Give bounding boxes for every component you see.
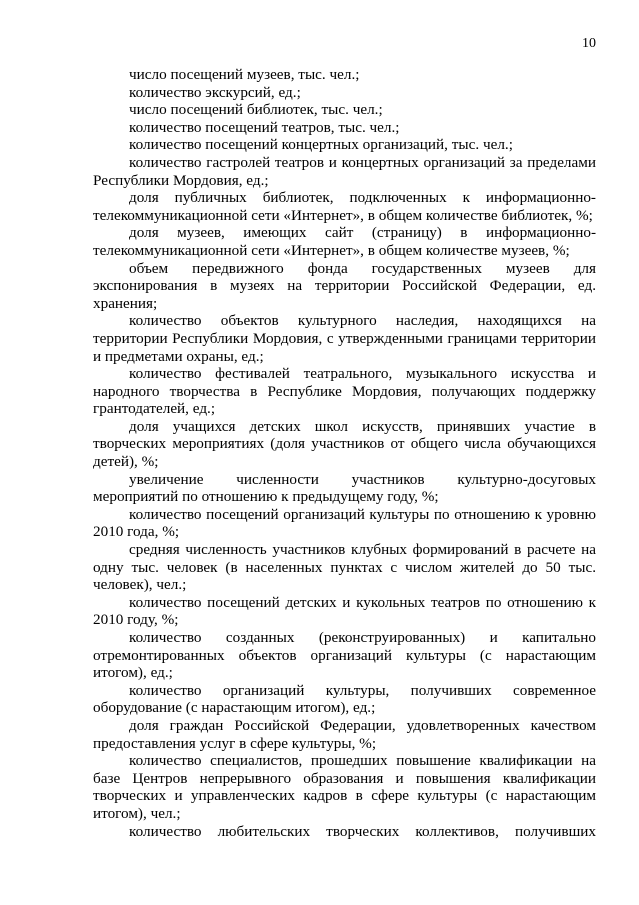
document-body (93, 66, 596, 840)
page-number: 10 (582, 36, 596, 51)
paragraph: количество экскурсий, ед.; (129, 83, 301, 101)
paragraph: количество посещений концертных организаций, тыс. чел.; (129, 136, 513, 154)
paragraph: доля музеев, имеющих сайт (страницу) в информационно-телекоммуникационной сети «Интернет», в общем количестве музеев, %; (93, 224, 596, 259)
paragraph: число посещений библиотек, тыс. чел.; (129, 101, 383, 119)
paragraph: объем передвижного фонда государственных музеев для экспонирования в музеях на территории Российской Федерации, ед. хранения; (93, 259, 596, 312)
paragraph: доля граждан Российской Федерации, удовлетворенных качеством предоставления услуг в сфере культуры, %; (93, 716, 596, 752)
paragraph: количество посещений театров, тыс. чел.; (129, 118, 400, 136)
paragraph: количество организаций культуры, получивших современное оборудование (с нарастающим итогом), ед.; (93, 681, 596, 717)
paragraph: количество посещений организаций культуры по отношению к уровню 2010 года, %; (93, 505, 596, 541)
paragraph: увеличение численности участников культурно-досуговых мероприятий по отношению к предыдущему году, %; (93, 470, 596, 506)
paragraph: количество любительских творческих коллективов, получивших (129, 822, 596, 840)
paragraph: число посещений музеев, тыс. чел.; (129, 66, 360, 83)
paragraph: количество фестивалей театрального, музыкального искусства и народного творчества в Республике Мордовия, получающих поддержку грантодателей, ед.; (93, 365, 596, 418)
paragraph: средняя численность участников клубных формирований в расчете на одну тыс. человек (в населенных пунктах с числом жителей до 50 тыс. человек), чел.; (93, 541, 596, 594)
paragraph: количество объектов культурного наследия, находящихся на территории Республики Мордовия, с утвержденными границами территории и предметами охраны, ед.; (93, 312, 596, 365)
paragraph: количество гастролей театров и концертных организаций за пределами Республики Мордовия, ед.; (93, 153, 596, 189)
paragraph: количество посещений детских и кукольных театров по отношению к 2010 году, %; (93, 593, 596, 629)
paragraph: доля учащихся детских школ искусств, принявших участие в творческих мероприятиях (доля участников от общего числа обучающихся детей), %; (93, 417, 596, 471)
paragraph: количество созданных (реконструированных) и капитально отремонтированных объектов организаций культуры (с нарастающим итогом), ед.; (93, 629, 596, 682)
paragraph: доля публичных библиотек, подключенных к информационно-телекоммуникационной сети «Интернет», в общем количестве библиотек, %; (93, 189, 596, 224)
paragraph: количество специалистов, прошедших повышение квалификации на базе Центров непрерывного образования и повышения квалификации творческих и управленческих кадров в сфере культуры (с нарастающим итогом), чел.; (93, 752, 596, 822)
